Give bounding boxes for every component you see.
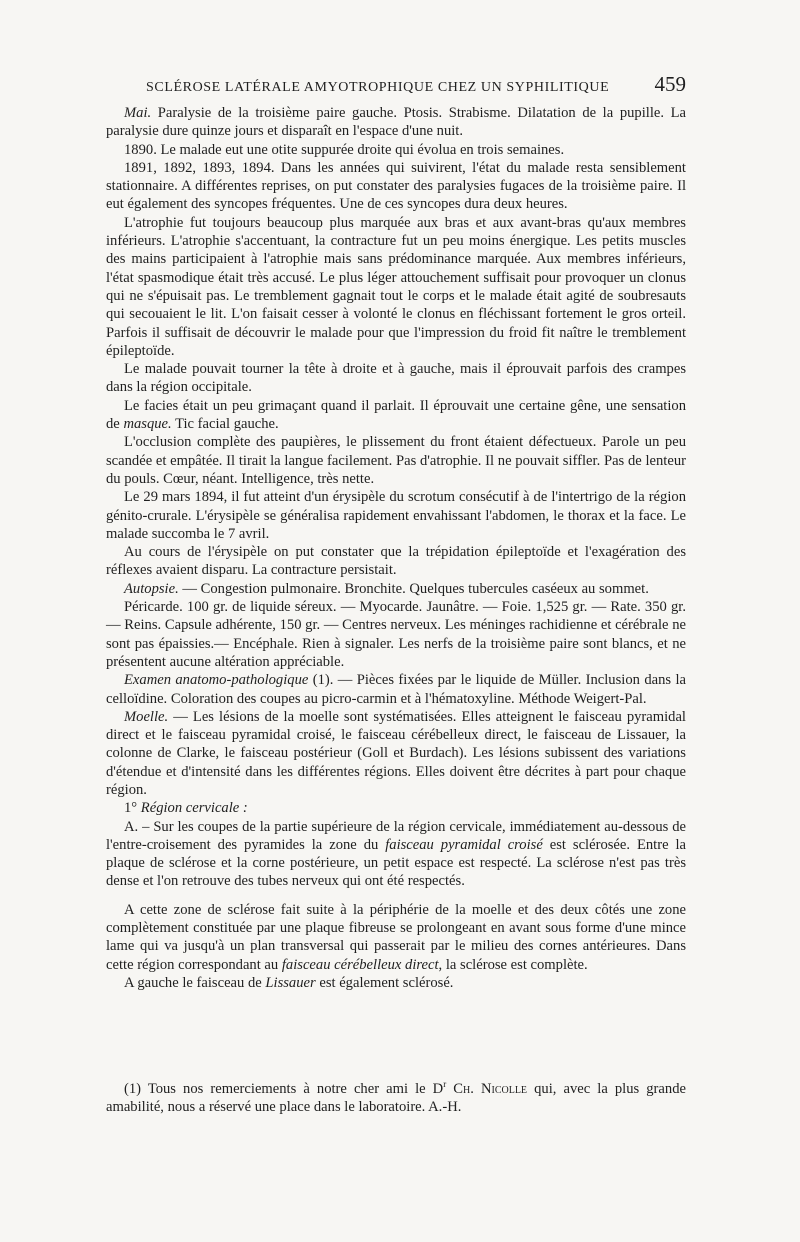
paragraph-text: — Congestion pulmonaire. Bronchite. Quelques tubercules caséeux au sommet. (178, 580, 649, 597)
paragraph-lead: Examen anatomo-pathologique (124, 672, 309, 689)
footnote-part: (1) Tous nos remerciements à notre cher ami le D (124, 1081, 444, 1097)
paragraph-emphasis: faisceau pyramidal croisé (385, 836, 543, 853)
paragraph-text: A gauche le faisceau de (124, 974, 266, 991)
page-header (146, 72, 686, 97)
paragraph-text: Le facies était un peu grimaçant quand il parlait. Il éprouvait une certaine gêne, une sensation de (106, 397, 686, 433)
paragraph: Péricarde. 100 gr. de liquide séreux. — Myocarde. Jaunâtre. — Foie. 1,525 gr. — Rate. 350 gr. — Reins. Capsule adhérente, 150 gr. — Centres nerveux. Les méninges rachidienne et cérébrale ne sont pas épaissies.— Encéphale. Rien à signaler. Les nerfs de la troisième paire sont blancs, et ne présentent aucune altération appréciable. (106, 599, 686, 670)
paragraph (106, 974, 686, 992)
footnote-part: qui, avec la plus grande amabilité, nous a réservé une place dans le laboratoire. A.-H. (106, 1081, 686, 1116)
paragraph: Au cours de l'érysipèle on put constater que la trépidation épileptoïde et l'exagération des réflexes avaient disparu. La contracture persistait. (106, 544, 686, 579)
section-title: Région cervicale : (140, 800, 248, 817)
paragraph: Le 29 mars 1894, il fut atteint d'un érysipèle du scrotum consécutif à de l'intertrigo de la région génito-crurale. L'érysipèle se généralisa rapidement envahissant l'abdomen, le thorax et la face. Le malade succomba le 7 avril. (106, 489, 686, 542)
footnote-author: Ch. Nicolle (446, 1081, 528, 1097)
section-heading (106, 799, 686, 817)
paragraph: 1890. Le malade eut une otite suppurée droite qui évolua en trois semaines. (124, 141, 565, 158)
paragraph-text: A cette zone de sclérose fait suite à la périphérie de la moelle et des deux côtés une zone complètement constituée par une plaque fibreuse se prolongeant en avant sous forme d'une mince lame qui va jusqu'à un plan transversal qui passerait par le milieu des cornes antérieures. Dans cette région correspondant au (106, 901, 686, 973)
paragraph-text: est sclérosée. Entre la plaque de sclérose et la corne postérieure, un petit espace est respecté. La sclérose n'est pas très dense et l'on retrouve des tubes nerveux qui ont été respectés. (106, 836, 687, 890)
paragraph (106, 580, 686, 598)
paragraph (106, 104, 686, 141)
paragraph-text: Tic facial gauche. (171, 416, 279, 433)
section-number: 1° (124, 800, 141, 817)
paragraph: Le malade pouvait tourner la tête à droite et à gauche, mais il éprouvait parfois des crampes dans la région occipitale. (106, 361, 686, 396)
paragraph-text: (1). — Pièces fixées par le liquide de Müller. Inclusion dans la celloïdine. Coloration des coupes au picro-carmin et à l'hématoxyline. Méthode Weigert-Pal. (106, 672, 686, 707)
paragraph-emphasis: masque. (123, 416, 172, 433)
paragraph: 1891, 1892, 1893, 1894. Dans les années qui suivirent, l'état du malade resta sensiblement stationnaire. A différentes reprises, on put constater des paralysies fugaces de la troisième paire. Il eut également des syncopes fréquentes. Une de ces syncopes dura deux heures. (106, 159, 686, 213)
paragraph: L'occlusion complète des paupières, le plissement du front étaient défectueux. Parole un peu scandée et empâtée. Il tirait la langue facilement. Pas d'atrophie. Il ne pouvait siffler. Pas de lenteur du pouls. Cœur, néant. Intelligence, très nette. (106, 434, 686, 487)
paragraph-lead: Moelle. (124, 708, 169, 725)
footnote-superscript: r (443, 1079, 447, 1090)
paragraph-text: A. – Sur les coupes de la partie supérieure de la région cervicale, immédiatement au-dessous de l'entre-croisement des pyramides la zone du (106, 818, 686, 853)
running-title: SCLÉROSE LATÉRALE AMYOTROPHIQUE CHEZ UN SYPHILITIQUE (146, 80, 610, 95)
paragraph-text: est également sclérosé. (315, 974, 454, 991)
footnote (106, 1080, 686, 1117)
paragraph-emphasis: Lissauer (265, 974, 316, 991)
paragraph-lead: Mai. (124, 105, 152, 121)
paragraph-text: Paralysie de la troisième paire gauche. Ptosis. Strabisme. Dilatation de la pupille. La paralysie dure quinze jours et disparaît en l'espace d'une nuit. (106, 105, 686, 140)
body-text (106, 104, 686, 992)
paragraph-lead: Autopsie. (124, 580, 179, 597)
paragraph-text: — Les lésions de la moelle sont systématisées. Elles atteignent le faisceau pyramidal direct et le faisceau pyramidal croisé, le faisceau cérébelleux direct, le faisceau de Lissauer, la colonne de Clarke, le faisceau postérieur (Goll et Burdach). Les lésions subissent des variations d'étendue et d'intensité dans les différentes régions. Elles doivent être décrites à part pour chaque région. (106, 708, 686, 798)
paragraph (106, 708, 686, 799)
paragraph: L'atrophie fut toujours beaucoup plus marquée aux bras et aux avant-bras qu'aux membres inférieurs. L'atrophie s'accentuant, la contracture fut un peu moins énergique. Les petits muscles des mains participaient à l'atrophie mais sans prédominance marquée. Aux membres inférieurs, l'état spasmodique était très accusé. Le plus léger attouchement suffisait pour provoquer un clonus qui ne s'épuisait pas. Le tremblement gagnait tout le corps et le malade était agité de soubresauts qui secouaient le lit. L'on faisait cesser à volonté le clonus en fléchissant fortement le gros orteil. Parfois il suffisait de découvrir le malade pour que l'impression du froid fit naître le tremblement épileptoïde. (106, 214, 686, 359)
paragraph (106, 397, 686, 434)
paragraph (106, 818, 686, 891)
paragraph (106, 901, 686, 974)
paragraph-emphasis: faisceau cérébelleux direct (281, 956, 439, 973)
page-number: 459 (654, 72, 686, 96)
paragraph (106, 671, 686, 708)
footnote-text (106, 1080, 686, 1117)
paragraph-text: , la sclérose est complète. (438, 956, 588, 973)
